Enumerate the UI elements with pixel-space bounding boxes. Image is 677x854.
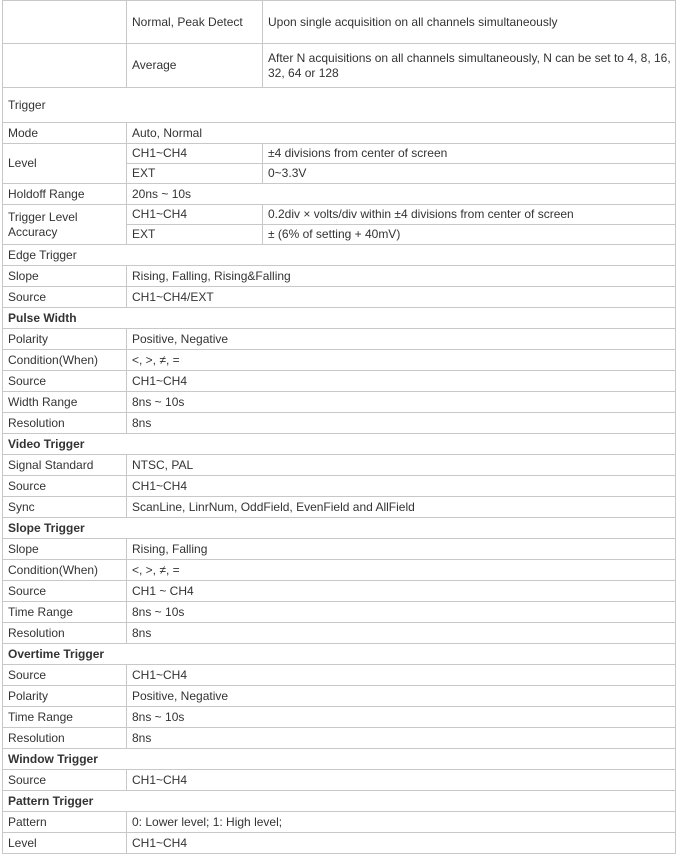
table-row	[3, 392, 676, 413]
row-label: Holdoff Range	[3, 184, 127, 205]
row-value: CH1~CH4	[127, 833, 676, 854]
acq-mode-cell: Average	[127, 44, 263, 88]
sub-value-cell: ±4 divisions from center of screen	[263, 144, 676, 164]
row-value: 8ns	[127, 623, 676, 644]
row-label: Condition(When)	[3, 560, 127, 581]
acq-mode-cell: Normal, Peak Detect	[127, 1, 263, 44]
row-value: 8ns ~ 10s	[127, 602, 676, 623]
table-row	[3, 623, 676, 644]
row-value: ScanLine, LinrNum, OddField, EvenField and AllField	[127, 497, 676, 518]
row-label: Polarity	[3, 686, 127, 707]
table-row	[3, 44, 676, 88]
table-row	[3, 770, 676, 791]
section-heading-slope: Slope Trigger	[3, 518, 676, 539]
row-label: Level	[3, 144, 127, 184]
table-row	[3, 602, 676, 623]
blank-cell	[3, 1, 127, 44]
row-label: Source	[3, 770, 127, 791]
row-label: Source	[3, 371, 127, 392]
table-row	[3, 144, 676, 164]
row-value: 20ns ~ 10s	[127, 184, 676, 205]
row-label: Sync	[3, 497, 127, 518]
section-header-row	[3, 791, 676, 812]
row-value: CH1~CH4	[127, 770, 676, 791]
section-heading-window: Window Trigger	[3, 749, 676, 770]
section-heading-trigger: Trigger	[3, 88, 676, 123]
table-row	[3, 184, 676, 205]
row-label: Condition(When)	[3, 350, 127, 371]
section-header-row	[3, 749, 676, 770]
row-value: CH1~CH4	[127, 665, 676, 686]
table-row	[3, 497, 676, 518]
spec-table	[2, 0, 676, 854]
row-label: Time Range	[3, 602, 127, 623]
table-row	[3, 205, 676, 225]
table-row	[3, 686, 676, 707]
acq-desc-cell: Upon single acquisition on all channels simultaneously	[263, 1, 676, 44]
row-value: Auto, Normal	[127, 123, 676, 144]
row-label: Signal Standard	[3, 455, 127, 476]
row-label: Pattern	[3, 812, 127, 833]
table-row	[3, 581, 676, 602]
section-heading-overtime: Overtime Trigger	[3, 644, 676, 665]
section-header-row	[3, 518, 676, 539]
row-label: Source	[3, 476, 127, 497]
row-label: Slope	[3, 266, 127, 287]
table-row	[3, 413, 676, 434]
table-row	[3, 728, 676, 749]
sub-source-cell: EXT	[127, 225, 263, 245]
row-value: Rising, Falling	[127, 539, 676, 560]
acq-desc-cell: After N acquisitions on all channels simultaneously, N can be set to 4, 8, 16, 32, 64 or 128	[263, 44, 676, 88]
table-row	[3, 539, 676, 560]
row-value: 8ns ~ 10s	[127, 392, 676, 413]
row-value: <, >, ≠, =	[127, 560, 676, 581]
section-header-row	[3, 434, 676, 455]
row-value: CH1~CH4	[127, 371, 676, 392]
row-value: 8ns ~ 10s	[127, 707, 676, 728]
row-value: Positive, Negative	[127, 329, 676, 350]
row-label: Trigger Level Accuracy	[3, 205, 127, 245]
section-heading-edge: Edge Trigger	[3, 245, 676, 266]
table-row	[3, 665, 676, 686]
row-value: CH1~CH4	[127, 476, 676, 497]
table-row	[3, 371, 676, 392]
table-row	[3, 812, 676, 833]
table-row	[3, 350, 676, 371]
row-value: CH1 ~ CH4	[127, 581, 676, 602]
table-row	[3, 266, 676, 287]
section-header-row	[3, 644, 676, 665]
table-row	[3, 707, 676, 728]
table-row	[3, 329, 676, 350]
row-label: Resolution	[3, 728, 127, 749]
table-row	[3, 455, 676, 476]
row-label: Slope	[3, 539, 127, 560]
row-label: Source	[3, 581, 127, 602]
row-value: 8ns	[127, 413, 676, 434]
row-label: Width Range	[3, 392, 127, 413]
table-row	[3, 476, 676, 497]
row-label: Resolution	[3, 623, 127, 644]
row-label: Source	[3, 287, 127, 308]
row-value: 0: Lower level; 1: High level;	[127, 812, 676, 833]
section-heading-pulse: Pulse Width	[3, 308, 676, 329]
table-row	[3, 1, 676, 44]
row-value: Rising, Falling, Rising&Falling	[127, 266, 676, 287]
sub-value-cell: 0.2div × volts/div within ±4 divisions from center of screen	[263, 205, 676, 225]
sub-source-cell: CH1~CH4	[127, 205, 263, 225]
sub-source-cell: CH1~CH4	[127, 144, 263, 164]
section-header-row	[3, 88, 676, 123]
section-header-row	[3, 245, 676, 266]
row-value: NTSC, PAL	[127, 455, 676, 476]
section-header-row	[3, 308, 676, 329]
sub-value-cell: 0~3.3V	[263, 164, 676, 184]
section-heading-pattern: Pattern Trigger	[3, 791, 676, 812]
row-label: Time Range	[3, 707, 127, 728]
row-value: 8ns	[127, 728, 676, 749]
row-value: Positive, Negative	[127, 686, 676, 707]
row-label: Source	[3, 665, 127, 686]
blank-cell	[3, 44, 127, 88]
row-label: Resolution	[3, 413, 127, 434]
sub-value-cell: ± (6% of setting + 40mV)	[263, 225, 676, 245]
table-row	[3, 123, 676, 144]
table-row	[3, 560, 676, 581]
section-heading-video: Video Trigger	[3, 434, 676, 455]
row-label: Level	[3, 833, 127, 854]
table-row	[3, 833, 676, 854]
table-row	[3, 287, 676, 308]
sub-source-cell: EXT	[127, 164, 263, 184]
row-value: CH1~CH4/EXT	[127, 287, 676, 308]
row-label: Polarity	[3, 329, 127, 350]
row-value: <, >, ≠, =	[127, 350, 676, 371]
row-label: Mode	[3, 123, 127, 144]
